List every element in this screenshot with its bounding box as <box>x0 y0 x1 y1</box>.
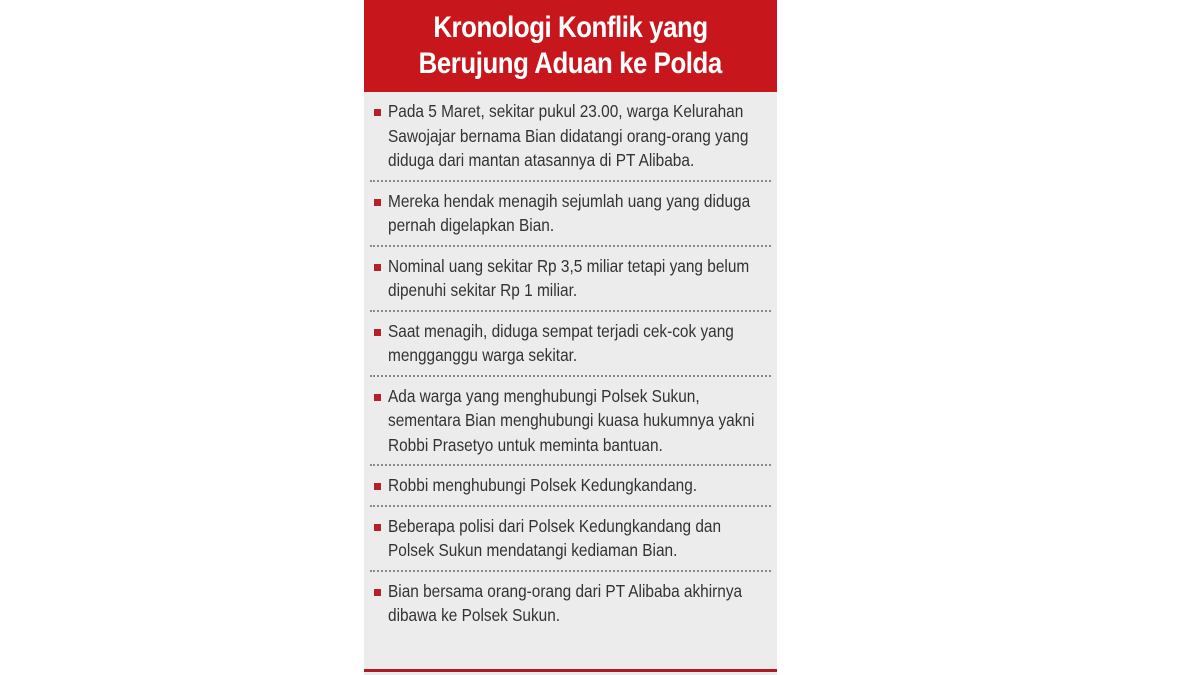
square-bullet-icon <box>374 329 381 336</box>
timeline-item: Mereka hendak menagih sejumlah uang yang diduga pernah digelapkan Bian. <box>370 182 771 247</box>
square-bullet-icon <box>374 394 381 401</box>
timeline-item: Saat menagih, diduga sempat terjadi cek-cok yang mengganggu warga sekitar. <box>370 312 771 377</box>
title-line-2: Berujung Aduan ke Polda <box>418 47 723 80</box>
timeline-list <box>364 92 777 635</box>
square-bullet-icon <box>374 264 381 271</box>
infographic-header <box>364 0 777 92</box>
timeline-item: Ada warga yang menghubungi Polsek Sukun, sementara Bian menghubungi kuasa hukumnya yakni Robbi Prasetyo untuk meminta bantuan. <box>370 377 771 467</box>
timeline-item: Pada 5 Maret, sekitar pukul 23.00, warga Kelurahan Sawojajar bernama Bian didatangi orang-orang yang diduga dari mantan atasannya di PT Alibaba. <box>370 92 771 182</box>
square-bullet-icon <box>374 109 381 116</box>
square-bullet-icon <box>374 483 381 490</box>
timeline-item: Nominal uang sekitar Rp 3,5 miliar tetapi yang belum dipenuhi sekitar Rp 1 miliar. <box>370 247 771 312</box>
infographic-panel <box>364 0 777 675</box>
timeline-item: Bian bersama orang-orang dari PT Alibaba akhirnya dibawa ke Polsek Sukun. <box>370 572 771 635</box>
title-line-1: Kronologi Konflik yang <box>433 11 708 44</box>
square-bullet-icon <box>374 199 381 206</box>
square-bullet-icon <box>374 589 381 596</box>
square-bullet-icon <box>374 524 381 531</box>
footer-divider <box>364 669 777 672</box>
timeline-item: Beberapa polisi dari Polsek Kedungkandang dan Polsek Sukun mendatangi kediaman Bian. <box>370 507 771 572</box>
timeline-item: Robbi menghubungi Polsek Kedungkandang. <box>370 466 771 507</box>
